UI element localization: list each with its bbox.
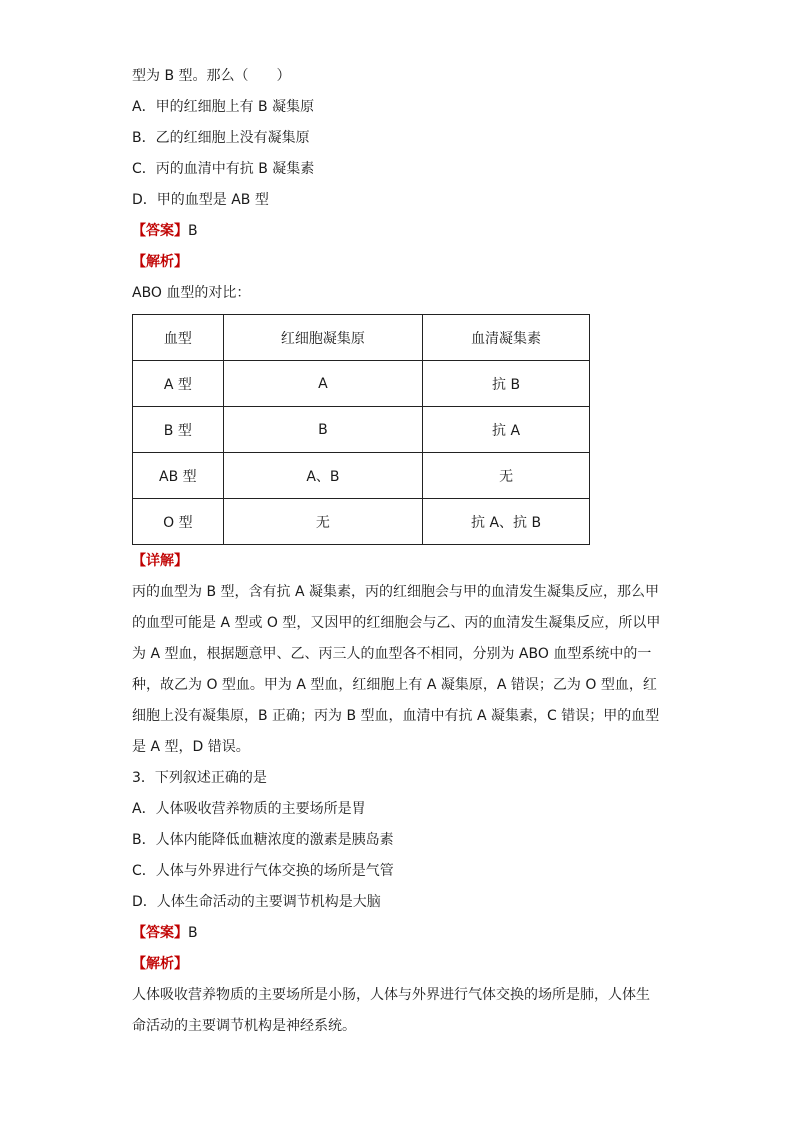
- q2-detail-line: 丙的血型为 B 型，含有抗 A 凝集素，丙的红细胞会与甲的血清发生凝集反应，那么甲: [132, 584, 659, 600]
- q2-option-a: A．甲的红细胞上有 B 凝集原: [132, 99, 315, 115]
- table-row: [133, 499, 590, 545]
- q2-analysis-tag: 【解析】: [132, 254, 188, 270]
- q2-analysis-intro: ABO 血型的对比：: [132, 285, 251, 301]
- q3-analysis-paragraph: [132, 981, 662, 1043]
- table-row: [133, 361, 590, 407]
- q3-analysis-line: 人体吸收营养物质的主要场所是小肠，人体与外界进行气体交换的场所是肺，人体生: [132, 987, 650, 1003]
- q3-answer-tag: 【答案】: [132, 925, 188, 941]
- q2-answer-value: B: [188, 223, 198, 239]
- table-cell: 无: [423, 453, 590, 499]
- table-header-cell: 血清凝集素: [423, 315, 590, 361]
- q3-answer-value: B: [188, 925, 198, 941]
- table-cell: A、B: [223, 453, 422, 499]
- table-cell: O 型: [133, 499, 224, 545]
- q3-option-d: D．人体生命活动的主要调节机构是大脑: [132, 894, 381, 910]
- q2-detail-line: 为 A 型血，根据题意甲、乙、丙三人的血型各不相同，分别为 ABO 血型系统中的一: [132, 646, 652, 662]
- table-cell: 抗 A: [423, 407, 590, 453]
- q2-detail-tag: 【详解】: [132, 553, 188, 569]
- q3-option-c: C．人体与外界进行气体交换的场所是气管: [132, 863, 394, 879]
- q3-option-a: A．人体吸收营养物质的主要场所是胃: [132, 801, 366, 817]
- table-cell: B: [223, 407, 422, 453]
- q2-answer: [132, 217, 662, 248]
- q2-answer-tag: 【答案】: [132, 223, 188, 239]
- q2-detail-line: 种，故乙为 O 型血。甲为 A 型血，红细胞上有 A 凝集原，A 错误；乙为 O 型血，红: [132, 677, 657, 693]
- abo-blood-type-table: [132, 314, 590, 545]
- q3-stem: 3．下列叙述正确的是: [132, 770, 267, 786]
- table-cell: 无: [223, 499, 422, 545]
- q2-detail-heading: [132, 547, 662, 578]
- table-header-cell: 血型: [133, 315, 224, 361]
- q2-detail-line: 的血型可能是 A 型或 O 型，又因甲的红细胞会与乙、丙的血清发生凝集反应，所以甲: [132, 615, 661, 631]
- q2-stem-tail: 型为 B 型。那么（ ）: [132, 68, 291, 84]
- q2-detail-paragraph: [132, 578, 662, 764]
- q3-answer: [132, 919, 662, 950]
- q3-analysis-line: 命活动的主要调节机构是神经系统。: [132, 1018, 356, 1034]
- q2-detail-line: 是 A 型，D 错误。: [132, 739, 250, 755]
- document-page: [132, 62, 662, 1043]
- table-cell: A 型: [133, 361, 224, 407]
- table-cell: 抗 A、抗 B: [423, 499, 590, 545]
- q2-analysis-heading: [132, 248, 662, 279]
- q3-option-b: B．人体内能降低血糖浓度的激素是胰岛素: [132, 832, 394, 848]
- q2-option-b: B．乙的红细胞上没有凝集原: [132, 130, 310, 146]
- table-header-cell: 红细胞凝集原: [223, 315, 422, 361]
- table-row: [133, 453, 590, 499]
- q2-detail-line: 细胞上没有凝集原，B 正确；丙为 B 型血，血清中有抗 A 凝集素，C 错误；甲的血型: [132, 708, 660, 724]
- q2-option-d: D．甲的血型是 AB 型: [132, 192, 269, 208]
- q2-option-c: C．丙的血清中有抗 B 凝集素: [132, 161, 315, 177]
- table-header-row: [133, 315, 590, 361]
- table-cell: 抗 B: [423, 361, 590, 407]
- table-cell: A: [223, 361, 422, 407]
- q3-analysis-tag: 【解析】: [132, 956, 188, 972]
- table-cell: B 型: [133, 407, 224, 453]
- table-cell: AB 型: [133, 453, 224, 499]
- q3-analysis-heading: [132, 950, 662, 981]
- table-row: [133, 407, 590, 453]
